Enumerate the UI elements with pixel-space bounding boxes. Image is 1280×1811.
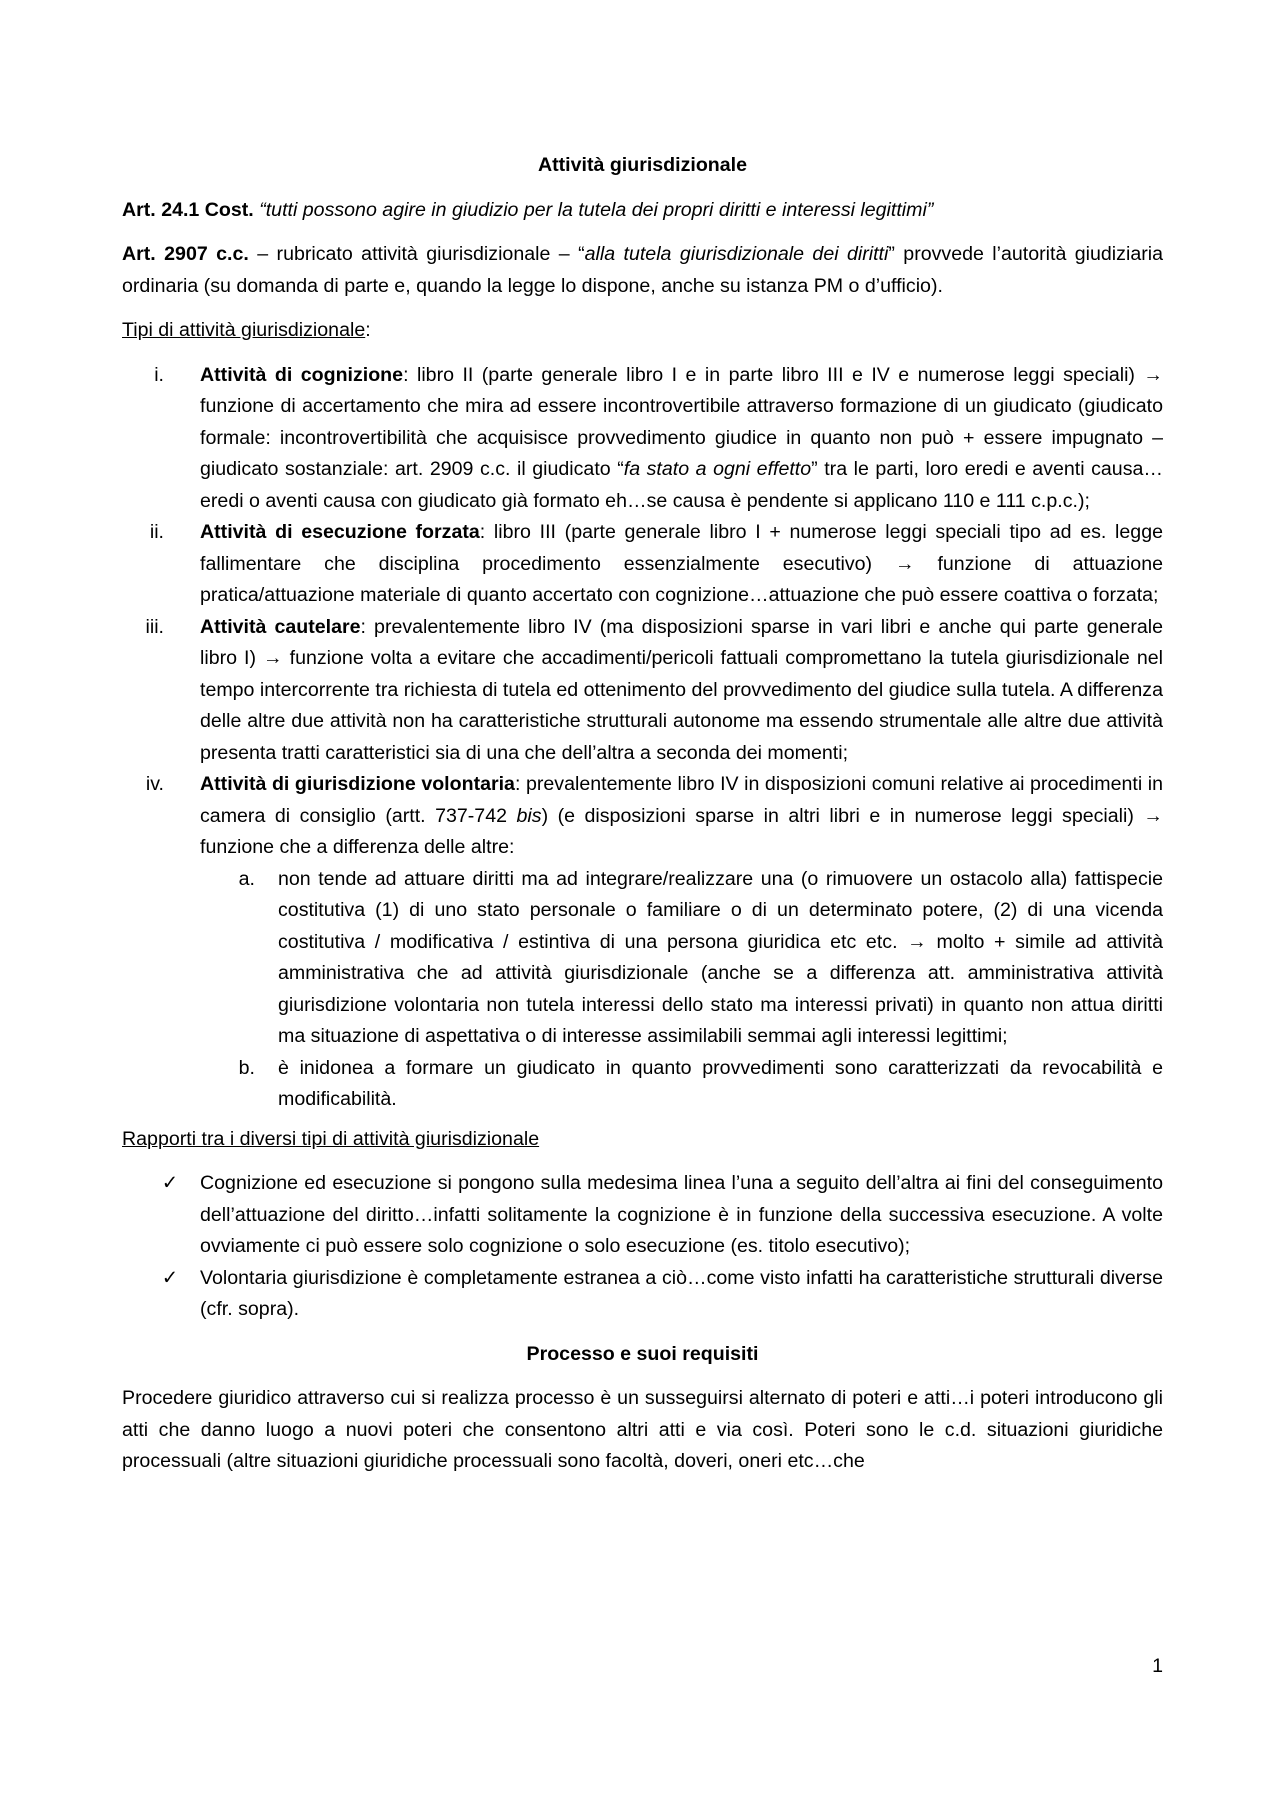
item-text: : prevalentemente libro IV in disposizioni comuni relative ai procedimenti in camera di consiglio (artt. 737-742 bbox=[200, 773, 1164, 827]
list-number: iv. bbox=[145, 773, 164, 795]
sub-list-letter: b. bbox=[238, 1056, 255, 1079]
article-reference: Art. 2907 c.c. bbox=[122, 243, 249, 265]
item-text: : libro III (parte generale libro I + numerose leggi speciali tipo ad es. legge fallimentare che disciplina procedimento essenzialmente esecutivo) → funzione di attuazione pratica/attuazione materiale di quanto accertato con cognizione…attuazione che può essere coattiva o forzata; bbox=[200, 521, 1163, 606]
text-run: – rubricato attività giurisdizionale – “ bbox=[248, 243, 585, 265]
checkmark-icon: ✓ bbox=[161, 1266, 179, 1289]
item-italic: bis bbox=[516, 804, 542, 827]
section-title-attivita: Attività giurisdizionale bbox=[537, 154, 748, 176]
article-quote: alla tutela giurisdizionale dei diritti bbox=[584, 243, 889, 265]
item-term: Attività di giurisdizione volontaria bbox=[200, 773, 515, 795]
sub-list-letter: a. bbox=[238, 867, 255, 890]
page-number: 1 bbox=[1152, 1655, 1163, 1677]
check-list bbox=[122, 1168, 1163, 1326]
subheading-text: Rapporti tra i diversi tipi di attività giurisdizionale bbox=[122, 1127, 540, 1150]
item-text: : prevalentemente libro IV (ma disposizioni sparse in vari libri e anche qui parte generale libro I) → funzione volta a evitare che accadimenti/pericoli fattuali compromettano la tutela giurisdizionale nel tempo intercorrente tra richiesta di tutela ed ottenimento del provvedimento del giudice sulla tutela. A differenza delle altre due attività non ha caratteristiche strutturali autonome ma essendo strumentale alle altre due attività presenta tratti caratteristici sia di una che dell’altra a seconda dei momenti; bbox=[200, 615, 1163, 764]
subheading-text: Tipi di attività giurisdizionale bbox=[122, 319, 366, 341]
check-item bbox=[122, 1263, 1163, 1326]
list-number: iii. bbox=[145, 615, 164, 638]
checkmark-icon: ✓ bbox=[161, 1172, 179, 1194]
list-item bbox=[122, 769, 1163, 1116]
item-italic: fa stato a ogni effetto bbox=[623, 458, 812, 480]
paragraph-art-24 bbox=[122, 195, 1163, 227]
item-text: ” tra le parti, loro eredi e aventi causa…eredi o aventi causa con giudicato già formato eh…se causa è pendente si applicano 110 e 111 c.p.c.); bbox=[200, 458, 1163, 512]
section-title-processo: Processo e suoi requisiti bbox=[526, 1342, 759, 1365]
paragraph-art-2907 bbox=[122, 239, 1163, 302]
sub-list-item bbox=[200, 1053, 1163, 1116]
list-item bbox=[122, 360, 1163, 518]
paragraph-processo: Procedere giuridico attraverso cui si realizza processo è un susseguirsi alternato di poteri e atti…i poteri introducono gli atti che danno luogo a nuovi poteri che consentono altri atti e via così. Poteri sono le c.d. situazioni giuridiche processuali (altre situazioni giuridiche processuali sono facoltà, doveri, oneri etc…che bbox=[122, 1387, 1163, 1472]
item-term: Attività di cognizione bbox=[200, 363, 404, 386]
check-item bbox=[122, 1168, 1163, 1263]
article-quote: “tutti possono agire in giudizio per la tutela dei propri diritti e interessi legittimi” bbox=[259, 198, 934, 221]
sub-list-item bbox=[200, 864, 1163, 1053]
document-body bbox=[122, 150, 1163, 1478]
article-reference: Art. 24.1 Cost. bbox=[122, 198, 254, 221]
list-number: ii. bbox=[149, 521, 164, 543]
item-term: Attività di esecuzione forzata bbox=[200, 521, 480, 543]
item-text: : libro II (parte generale libro I e in parte libro III e IV e numerose leggi speciali) → funzione di accertamento che mira ad essere incontrovertibile attraverso formazione di un giudicato (giudicato formale: incontrovertibilità che acquisisce provvedimento giudice in quanto non può + essere impugnato – giudicato sostanziale: art. 2909 c.c. il giudicato “ bbox=[200, 363, 1163, 480]
sub-list bbox=[200, 864, 1163, 1116]
sub-item-text: non tende ad attuare diritti ma ad integrare/realizzare una (o rimuovere un ostacolo alla) fattispecie costitutiva (1) di uno stato personale o familiare o di un determinato potere, (2) di una vicenda costitutiva / modificativa / estintiva di una persona giuridica etc etc. → molto + simile ad attività amministrativa che ad attività giurisdizionale (anche se a differenza att. amministrativa attività giurisdizione volontaria non tutela interessi dello stato ma interessi privati) in quanto non attua diritti ma situazione di aspettativa o di interesse assimilabili semmai agli interessi legittimi; bbox=[278, 867, 1163, 1047]
text-run: ” provvede l’autorità giudiziaria ordinaria (su domanda di parte e, quando la legge lo dispone, anche su istanza PM o d’ufficio). bbox=[122, 243, 1163, 297]
check-item-text: Cognizione ed esecuzione si pongono sulla medesima linea l’una a seguito dell’altra ai fini del conseguimento dell’attuazione del diritto…infatti solitamente la cognizione è in funzione della successiva esecuzione. A volte ovviamente ci può essere solo cognizione o solo esecuzione (es. titolo esecutivo); bbox=[200, 1172, 1163, 1257]
item-text: ) (e disposizioni sparse in altri libri e in numerose leggi speciali) → funzione che a differenza delle altre: bbox=[200, 804, 1164, 858]
list-item bbox=[122, 612, 1163, 770]
item-term: Attività cautelare bbox=[200, 615, 361, 638]
subheading-tipi bbox=[122, 315, 1163, 347]
list-number: i. bbox=[154, 363, 164, 386]
list-item bbox=[122, 517, 1163, 612]
types-list bbox=[122, 360, 1163, 1116]
subheading-rapporti bbox=[122, 1124, 1163, 1156]
check-item-text: Volontaria giurisdizione è completamente estranea a ciò…come visto infatti ha caratteristiche strutturali diverse (cfr. sopra). bbox=[200, 1266, 1163, 1320]
subheading-colon: : bbox=[365, 319, 371, 341]
sub-item-text: è inidonea a formare un giudicato in quanto provvedimenti sono caratterizzati da revocabilità e modificabilità. bbox=[278, 1056, 1163, 1110]
